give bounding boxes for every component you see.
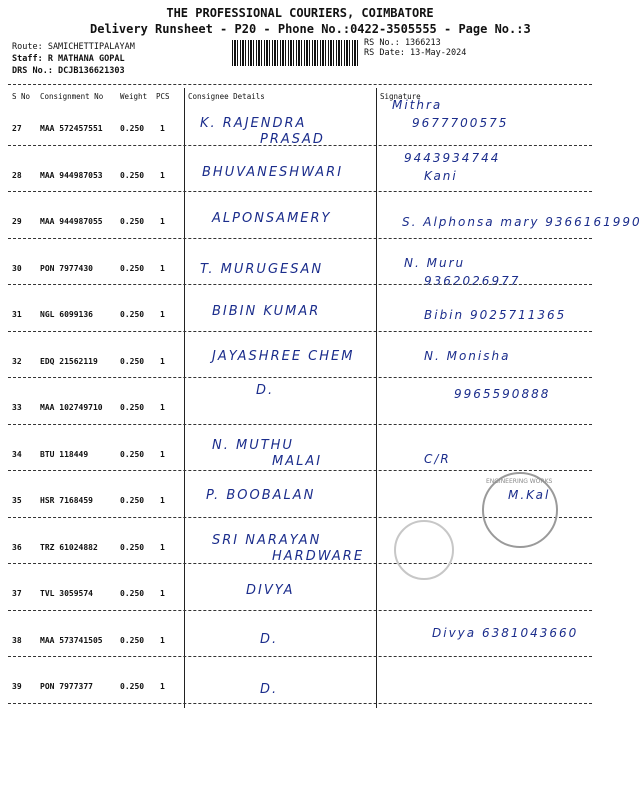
row-consignment: PON 7977377 [40, 682, 93, 691]
row-separator [8, 656, 592, 657]
row-sno: 30 [12, 263, 22, 273]
row-separator [8, 284, 592, 285]
col-signature: Signature [380, 92, 421, 101]
stamp-text: ENGINEERING WORKS [486, 478, 553, 485]
row-consignment: HSR 7168459 [40, 496, 93, 505]
row-sno: 27 [12, 124, 22, 133]
row-pcs: 1 [160, 496, 165, 505]
signature-handwriting: Bibin 9025711365 [424, 308, 567, 322]
staff: Staff: R MATHANA GOPAL [12, 54, 125, 64]
row-sno: 35 [12, 496, 22, 505]
row-weight: 0.250 [120, 356, 145, 366]
row-sno: 34 [12, 449, 22, 459]
row-pcs: 1 [160, 263, 165, 273]
row-separator [8, 610, 592, 611]
row-consignment: BTU 118449 [40, 449, 89, 459]
col-consignment: Consignment No [40, 92, 104, 101]
col-consignee: Consignee Details [188, 92, 265, 101]
rs-date: RS Date: 13-May-2024 [364, 48, 467, 58]
row-weight: 0.250 [120, 449, 145, 459]
row-consignment: PON 7977430 [40, 263, 93, 273]
runsheet-subtitle: Delivery Runsheet - P20 - Phone No.:0422-3505555 - Page No.:3 [90, 22, 531, 36]
row-separator [8, 331, 592, 332]
consignee-handwriting: PRASAD [260, 132, 325, 147]
row-consignment: MAA 102749710 [40, 403, 103, 412]
row-weight: 0.250 [120, 310, 145, 319]
route: Route: SAMICHETTIPALAYAM [12, 42, 135, 52]
row-pcs: 1 [160, 682, 165, 691]
row-weight: 0.250 [120, 589, 145, 598]
consignee-handwriting: SRI NARAYAN [212, 532, 322, 548]
row-separator [8, 563, 592, 564]
consignee-handwriting: D. [256, 383, 275, 398]
header-separator [8, 84, 592, 85]
row-pcs: 1 [160, 217, 165, 226]
rs-number: RS No.: 1366213 [364, 38, 441, 48]
row-consignment: MAA 573741505 [40, 635, 103, 645]
row-pcs: 1 [160, 170, 165, 180]
signature-handwriting: N. Monisha [424, 348, 511, 363]
row-separator [8, 238, 592, 239]
row-consignment: NGL 6099136 [40, 310, 93, 319]
row-pcs: 1 [160, 449, 165, 459]
row-weight: 0.250 [120, 682, 145, 691]
row-sno: 37 [12, 589, 22, 598]
consignee-handwriting: P. BOOBALAN [206, 488, 316, 503]
signature-handwriting: C/R [424, 451, 451, 466]
row-consignment: TVL 3059574 [40, 589, 93, 598]
consignee-handwriting: DIVYA [246, 583, 295, 598]
consignee-handwriting: MALAI [272, 453, 323, 469]
row-pcs: 1 [160, 124, 165, 133]
row-sno: 32 [12, 356, 22, 366]
consignee-handwriting: D. [260, 631, 279, 647]
row-consignment: MAA 944987053 [40, 170, 103, 180]
row-sno: 28 [12, 170, 22, 180]
row-sno: 31 [12, 310, 22, 319]
drs-number: DRS No.: DCJB136621303 [12, 66, 125, 76]
row-separator [8, 703, 592, 704]
row-weight: 0.250 [120, 263, 145, 273]
consignee-handwriting: JAYASHREE CHEM [212, 348, 355, 364]
barcode [232, 40, 360, 66]
signature-handwriting: 9677700575 [412, 116, 509, 130]
consignee-handwriting: K. RAJENDRA [200, 116, 307, 131]
faded-stamp [394, 520, 454, 580]
runsheet-title: THE PROFESSIONAL COURIERS, COIMBATORE [166, 6, 434, 20]
col-pcs: PCS [156, 92, 170, 101]
row-weight: 0.250 [120, 542, 145, 552]
consignee-handwriting: D. [260, 682, 279, 697]
row-pcs: 1 [160, 403, 165, 412]
row-pcs: 1 [160, 310, 165, 319]
row-consignment: MAA 944987055 [40, 217, 103, 226]
consignee-handwriting: N. MUTHU [212, 437, 294, 453]
consignee-handwriting: BHUVANESHWARI [202, 164, 344, 180]
row-weight: 0.250 [120, 124, 145, 133]
signature-handwriting: N. Muru [404, 255, 466, 270]
row-pcs: 1 [160, 356, 165, 366]
row-separator [8, 377, 592, 378]
row-weight: 0.250 [120, 170, 145, 180]
row-consignment: TRZ 61024882 [40, 542, 98, 552]
signature-handwriting: M.Kal [508, 488, 551, 502]
row-pcs: 1 [160, 635, 165, 645]
consignee-handwriting: T. MURUGESAN [200, 261, 324, 277]
column-divider [184, 88, 185, 708]
consignee-handwriting: HARDWARE [272, 548, 365, 564]
signature-handwriting: Kani [424, 168, 458, 183]
signature-handwriting: Mithra [392, 98, 443, 112]
row-separator [8, 145, 592, 146]
col-sno: S No [12, 92, 31, 101]
consignee-handwriting: ALPONSAMERY [212, 211, 332, 226]
row-sno: 36 [12, 542, 22, 552]
row-weight: 0.250 [120, 496, 145, 505]
row-sno: 39 [12, 682, 22, 691]
row-separator [8, 191, 592, 192]
row-separator [8, 470, 592, 471]
row-consignment: MAA 572457551 [40, 124, 103, 133]
row-weight: 0.250 [120, 403, 145, 412]
signature-handwriting: 9443934744 [404, 150, 501, 165]
signature-handwriting: 9362026977 [424, 273, 521, 288]
col-weight: Weight [120, 92, 148, 101]
signature-handwriting: 9965590888 [454, 387, 551, 401]
row-weight: 0.250 [120, 217, 145, 226]
row-sno: 33 [12, 403, 22, 412]
row-consignment: EDQ 21562119 [40, 356, 98, 366]
row-pcs: 1 [160, 589, 165, 598]
row-sno: 29 [12, 217, 22, 226]
signature-handwriting: S. Alphonsa mary 9366161990 [402, 215, 642, 229]
row-weight: 0.250 [120, 635, 145, 645]
row-pcs: 1 [160, 542, 165, 552]
row-sno: 38 [12, 635, 22, 645]
signature-handwriting: Divya 6381043660 [432, 625, 579, 640]
row-separator [8, 424, 592, 425]
consignee-handwriting: BIBIN KUMAR [212, 304, 321, 319]
column-divider [376, 88, 377, 708]
